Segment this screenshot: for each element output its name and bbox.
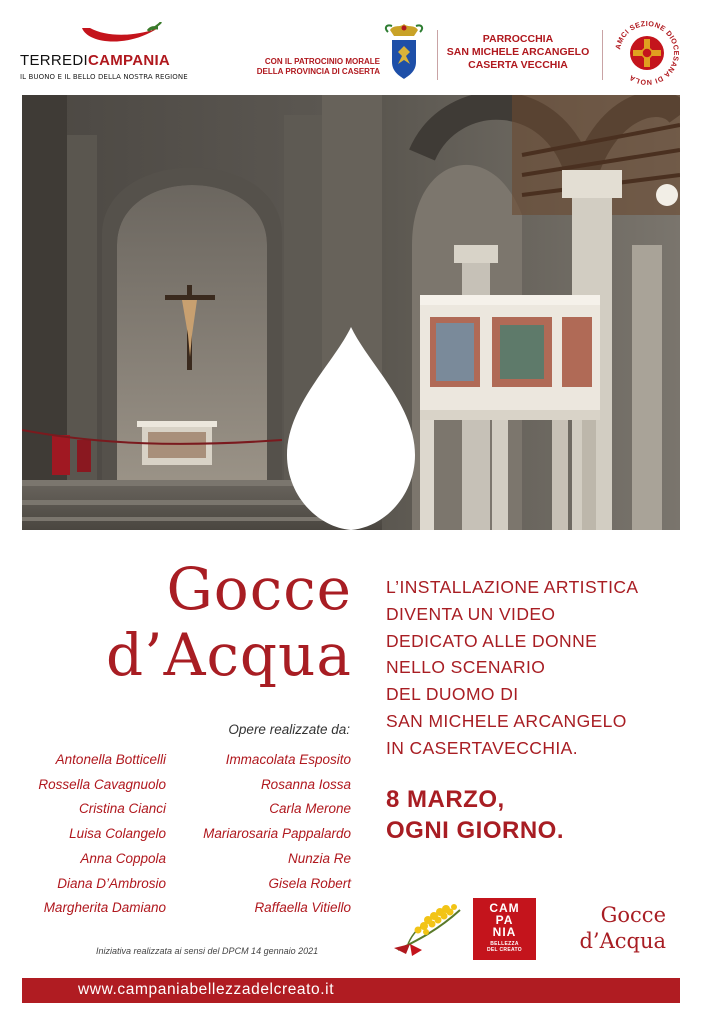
list-item: Anna Coppola: [80, 850, 166, 866]
list-item: Carla Merone: [269, 801, 351, 817]
svg-text:AMCI SEZIONE DIOCESANA DI NOLA: AMCI SEZIONE DIOCESANA DI NOLA: [613, 18, 682, 88]
list-item: Raffaella Vitiello: [254, 900, 351, 916]
terre-di-campania-logo: [20, 20, 188, 81]
list-item: Luisa Colangelo: [69, 826, 166, 842]
province-crest-icon: [384, 22, 424, 82]
artists-list-left: [20, 748, 166, 921]
parish-name: PARROCCHIA SAN MICHELE ARCANGELO CASERTA VECCHIA: [446, 33, 590, 71]
list-item: Rosanna Iossa: [260, 776, 351, 792]
header-divider: [602, 30, 603, 80]
brand-name: TERREDICAMPANIA: [20, 52, 171, 69]
mimosa-icon: [388, 900, 470, 960]
list-item: Rossella Cavagnuolo: [38, 776, 166, 792]
list-item: Nunzia Re: [287, 850, 351, 866]
legal-note: Iniziativa realizzata ai sensi del DPCM 14 gennaio 2021: [96, 946, 319, 956]
list-item: Mariarosaria Pappalardo: [203, 826, 351, 842]
list-item: Gisela Robert: [268, 875, 351, 891]
list-item: Margherita Damiano: [43, 900, 166, 916]
church-interior-photo: [22, 95, 680, 530]
small-event-title: Gocce d’Acqua: [579, 903, 666, 953]
list-item: Diana D’Ambrosio: [57, 875, 166, 891]
header-divider: [437, 30, 438, 80]
works-label: Opere realizzate da:: [228, 722, 350, 737]
website-footer: [22, 978, 680, 1003]
artists-list-right: [170, 748, 351, 921]
event-description: L’INSTALLAZIONE ARTISTICA DIVENTA UN VIDEO DEDICATO ALLE DONNE NELLO SCENARIO DEL DUOMO DI SAN MICHELE ARCANGELO IN CASERTAVECCHIA.: [386, 577, 639, 758]
list-item: Cristina Cianci: [78, 801, 166, 817]
brand-tagline: IL BUONO E IL BELLO DELLA NOSTRA REGIONE: [20, 73, 188, 81]
website-link[interactable]: www.campaniabellezzadelcreato.it: [78, 981, 335, 998]
event-title: Gocce d’Acqua: [106, 555, 352, 689]
patronage-text: CON IL PATROCINIO MORALE DELLA PROVINCIA DI CASERTA: [256, 57, 380, 76]
list-item: Immacolata Esposito: [225, 752, 351, 767]
event-date: 8 MARZO, OGNI GIORNO.: [386, 786, 565, 844]
cross-seal-icon: [612, 18, 682, 88]
chili-pepper-icon: [78, 22, 162, 48]
campania-bellezza-logo: CAM PA NIA BELLEZZA DEL CREATO: [473, 898, 536, 960]
list-item: Antonella Botticelli: [55, 752, 166, 767]
